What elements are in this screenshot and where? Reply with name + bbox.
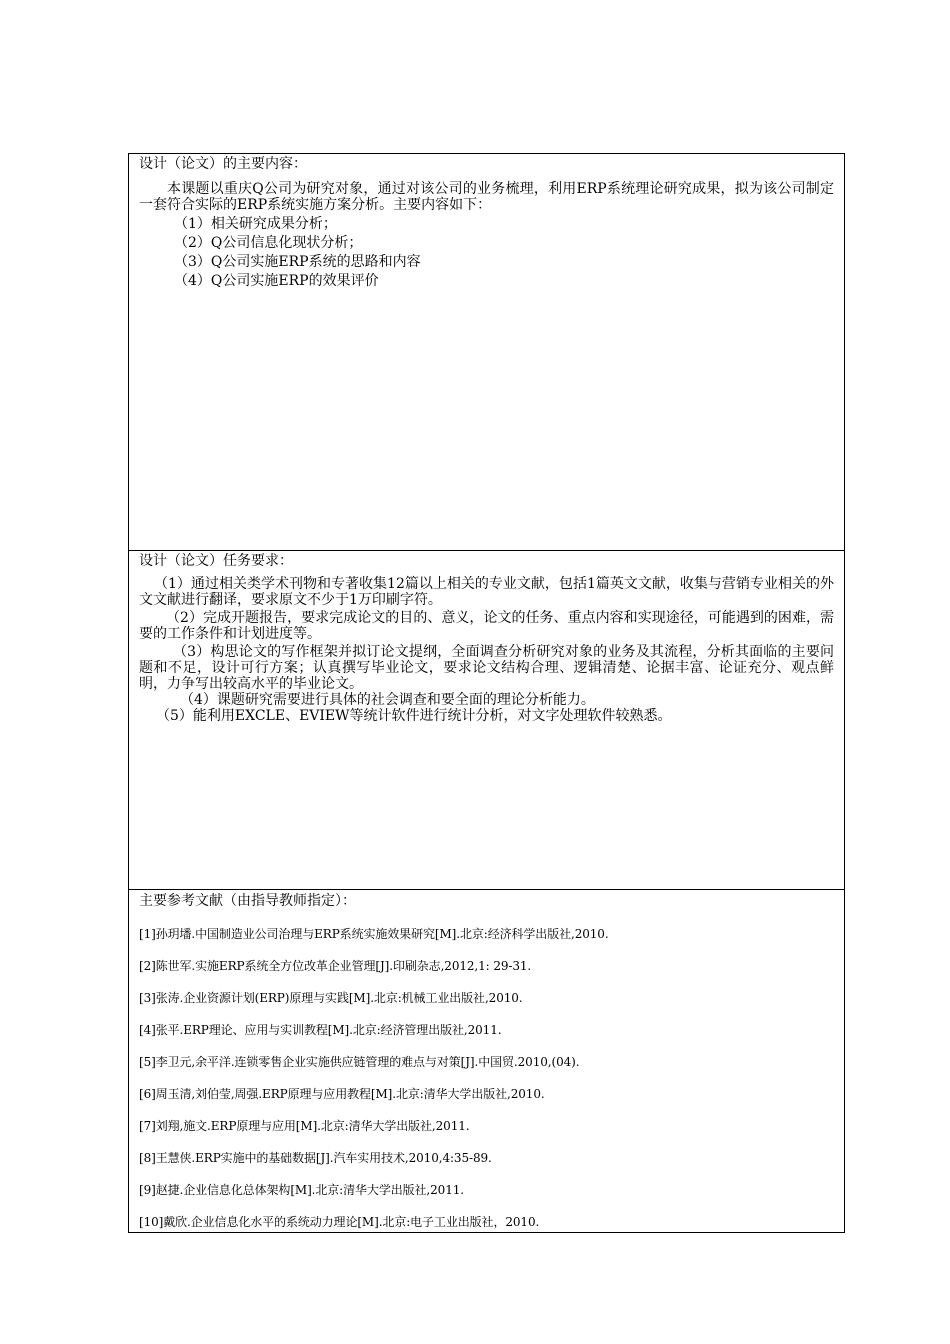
main-content-item: （3）Q公司实施ERP系统的思路和内容 [174,254,421,270]
references-section [129,889,844,1232]
references-list [139,927,834,1247]
reference-item: [3]张涛.企业资源计划(ERP)原理与实践[M].北京:机械工业出版社,2010. [139,991,523,1005]
reference-item: [4]张平.ERP理论、应用与实训教程[M].北京:经济管理出版社,2011. [139,1023,502,1037]
main-content-intro: 本课题以重庆Q公司为研究对象，通过对该公司的业务梳理，利用ERP系统理论研究成果，拟为该公司制定一套符合实际的ERP系统实施方案分析。主要内容如下： [139,181,834,213]
task-requirements-title: 设计（论文）任务要求： [139,553,293,569]
main-content-item: （1）相关研究成果分析； [174,216,337,232]
reference-item: [2]陈世军.实施ERP系统全方位改革企业管理[J].印刷杂志,2012,1: 29-31. [139,959,532,973]
task-requirements-section [129,550,844,889]
main-content-section [129,154,844,550]
reference-item: [7]刘翔,施文.ERP原理与应用[M].北京:清华大学出版社,2011. [139,1119,470,1133]
task-item: （3）构思论文的写作框架并拟订论文提纲，全面调查分析研究对象的业务及其流程，分析其面临的主要问题和不足，设计可行方案；认真撰写毕业论文，要求论文结构合理、逻辑清楚、论据丰富、论证充分、观点鲜明，力争写出较高水平的毕业论文。 [139,644,834,692]
reference-item: [10]戴欣.企业信息化水平的系统动力理论[M].北京:电子工业出版社，2010. [139,1215,540,1229]
main-content-item: （4）Q公司实施ERP的效果评价 [174,273,379,289]
task-item: （1）通过相关类学术刊物和专著收集12篇以上相关的专业文献，包括1篇英文文献，收集与营销专业相关的外文文献进行翻译，要求原文不少于1万印刷字符。 [139,576,834,608]
reference-item: [8]王慧侠.ERP实施中的基础数据[J].汽车实用技术,2010,4:35-89. [139,1151,492,1165]
main-content-title: 设计（论文）的主要内容： [139,156,307,172]
reference-item: [1]孙玥墦.中国制造业公司治理与ERP系统实施效果研究[M].北京:经济科学出版社,2010. [139,927,609,941]
task-requirements-list [139,576,834,724]
thesis-task-form [128,153,845,1233]
main-content-list [139,215,834,291]
main-content-item: （2）Q公司信息化现状分析； [174,235,363,251]
reference-item: [9]赵捷.企业信息化总体架构[M].北京:清华大学出版社,2011. [139,1183,464,1197]
references-title: 主要参考文献（由指导教师指定）： [139,893,356,909]
reference-item: [5]李卫元,余平洋.连锁零售企业实施供应链管理的难点与对策[J].中国贸.2010,(04). [139,1055,580,1069]
task-item: （2）完成开题报告，要求完成论文的目的、意义，论文的任务、重点内容和实现途径，可能遇到的困难，需要的工作条件和计划进度等。 [139,610,834,642]
reference-item: [6]周玉清,刘伯莹,周强.ERP原理与应用教程[M].北京:清华大学出版社,2010. [139,1087,545,1101]
task-item: （5）能利用EXCLE、EVIEW等统计软件进行统计分析，对文字处理软件较熟悉。 [156,708,672,724]
task-item: （4）课题研究需要进行具体的社会调查和要全面的理论分析能力。 [180,692,595,708]
